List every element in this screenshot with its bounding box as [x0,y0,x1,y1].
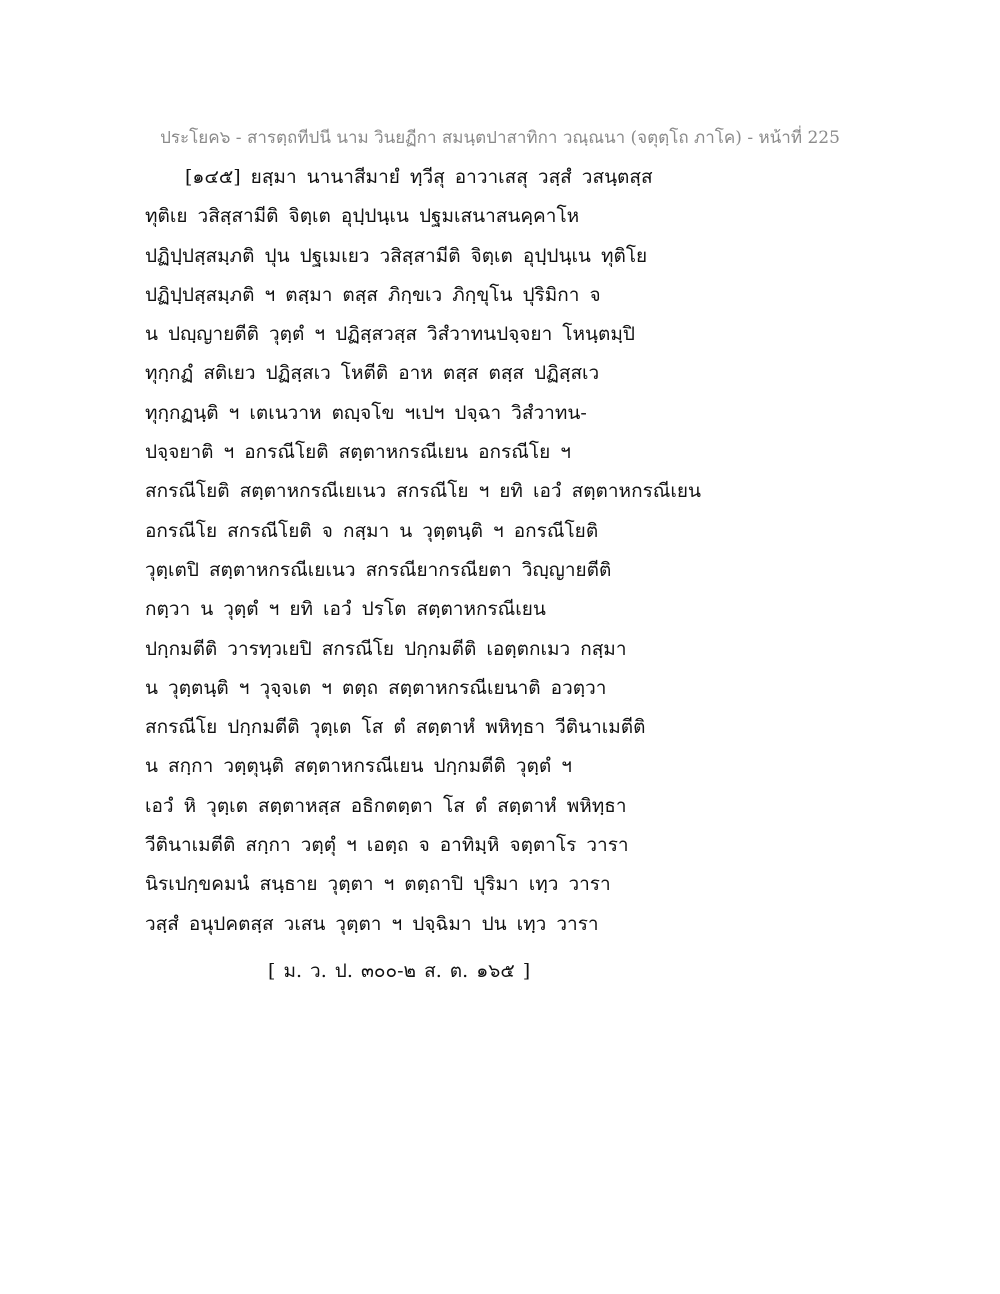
text-line: น วุตฺตนฺติ ฯ วุจฺจเต ฯ ตตฺถ สตฺตาหกรณีเยนาติ อวตฺวา [145,676,607,699]
page-header: ประโยค๖ - สารตฺถทีปนี นาม วินยฏีกา สมนฺตปาสาทิกา วณฺณนา (จตุตฺโถ ภาโค) - หน้าที่ 225 [160,128,840,148]
text-line: อกรณีโย สกรณีโยติ จ กสฺมา น วุตฺตนฺติ ฯ อกรณีโยติ [145,519,599,542]
text-line: ปกฺกมตีติ วารทฺวเยปิ สกรณีโย ปกฺกมตีติ เอตฺตกเมว กสฺมา [145,637,627,660]
text-line: นิรเปกฺขคมนํ สนฺธาย วุตฺตา ฯ ตตฺถาปิ ปุริมา เทฺว วารา [145,873,611,896]
text-line: ทุกฺกฏนฺติ ฯ เตเนวาห ตญฺจโข ฯเปฯ ปจฺฉา วิสํวาทน- [145,401,587,424]
text-line: ปฏิปฺปสฺสมฺภติ ปุน ปฐเมเยว วสิสฺสามีติ จิตฺเต อุปฺปนฺเน ทุติโย [145,244,648,267]
text-line: น สกฺกา วตฺตุนฺติ สตฺตาหกรณีเยน ปกฺกมตีติ วุตฺตํ ฯ [145,755,572,778]
text-line: วสฺสํ อนุปคตสฺส วเสน วุตฺตา ฯ ปจฺฉิมา ปน เทฺว วารา [145,912,599,935]
text-line: สกรณีโย ปกฺกมตีติ วุตฺเต โส ตํ สตฺตาหํ พหิทฺธา วีตินาเมตีติ [145,716,646,739]
text-line: กตฺวา น วุตฺตํ ฯ ยทิ เอวํ ปรโต สตฺตาหกรณีเยน [145,598,546,621]
text-line: วีตินาเมตีติ สกฺกา วตฺตุํ ฯ เอตฺถ จ อาทิมฺหิ จตฺตาโร วารา [145,834,629,857]
text-line: สกรณีโยติ สตฺตาหกรณีเยเนว สกรณีโย ฯ ยทิ เอวํ สตฺตาหกรณีเยน [145,480,702,503]
text-line: ทุกฺกฏํ สติเยว ปฏิสฺสเว โหตีติ อาห ตสฺส ตสฺส ปฏิสฺสเว [145,362,600,385]
text-line: ทุติเย วสิสฺสามีติ จิตฺเต อุปฺปนฺเน ปฐมเสนาสนคฺคาโห [145,205,580,228]
text-line: ปจฺจยาติ ฯ อกรณีโยติ สตฺตาหกรณีเยน อกรณีโย ฯ [145,441,571,464]
text-line: น ปญฺญายตีติ วุตฺตํ ฯ ปฏิสฺสวสฺส วิสํวาทนปจฺจยา โหนฺตมฺปิ [145,323,635,346]
text-line: ปฏิปฺปสฺสมฺภติ ฯ ตสฺมา ตสฺส ภิกฺขเว ภิกฺขุโน ปุริมิกา จ [145,283,601,306]
text-line: เอวํ หิ วุตฺเต สตฺตาหสฺส อธิกตตฺตา โส ตํ สตฺตาหํ พหิทฺธา [145,794,627,817]
source-reference: [ ม. ว. ป. ๓๐๐-๒ ส. ต. ๑๖๕ ] [268,960,531,982]
body-text [145,158,865,944]
text-line: [๑๔๕] ยสฺมา นานาสีมายํ ทฺวีสุ อาวาเสสุ วสฺสํ วสนฺตสฺส [185,166,653,188]
text-line: วุตฺเตปิ สตฺตาหกรณีเยเนว สกรณียากรณียตา วิญฺญายตีติ [145,558,612,581]
